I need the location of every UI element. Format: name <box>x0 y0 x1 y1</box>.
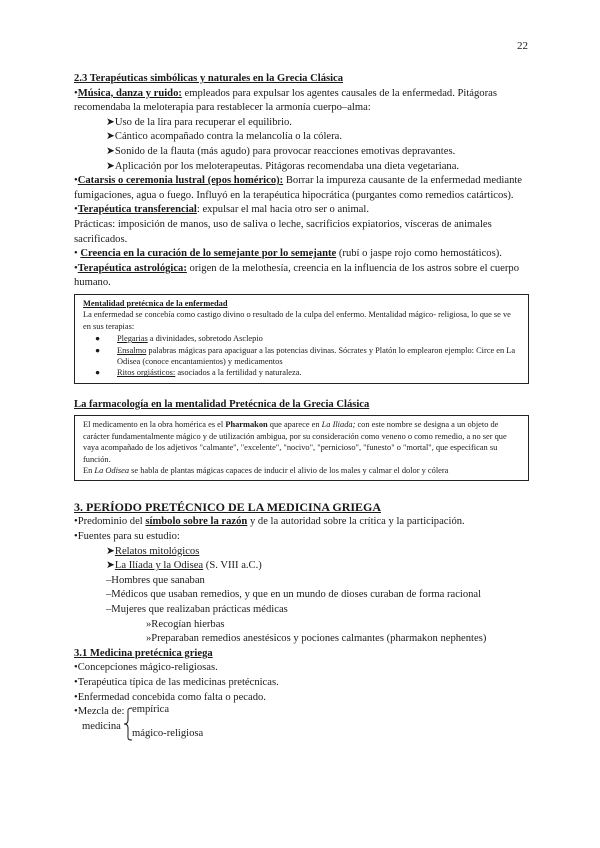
predominio-paragraph: •Predominio del símbolo sobre la razón y de la autoridad sobre la crítica y la participación. <box>74 516 465 528</box>
catarsis-label: Catarsis o ceremonia lustral (epos homérico): <box>77 175 284 187</box>
practicas-paragraph: Prácticas: imposición de manos, uso de saliva o leche, sacrificios expiatorios, vísceras de animales sacrificados. <box>74 218 492 245</box>
medicina-label: medicina <box>82 721 121 733</box>
musica-paragraph: •Música, danza y ruido: empleados para expulsar los agentes causales de la enfermedad. Pitágoras recomendaba la meloterapia para restablecer la armonía cuerpo–alma: <box>74 87 497 114</box>
list-item: –Mujeres que realizaban prácticas médicas <box>106 603 288 615</box>
list-item: •Concepciones mágico-religiosas. <box>74 662 218 674</box>
creencia-label: Creencia en la curación de lo semejante por lo semejante <box>80 248 337 260</box>
section-2-3-title: 2.3 Terapéuticas simbólicas y naturales en la Grecia Clásica <box>74 73 344 84</box>
section-3-1-title: 3.1 Medicina pretécnica griega <box>74 647 213 659</box>
list-item: ● Ritos orgiásticos: asociados a la fertilidad y naturaleza. <box>95 368 302 378</box>
list-item: ➤Sonido de la flauta (más agudo) para provocar reacciones emotivas depravantes. <box>106 145 456 157</box>
transferencial-paragraph: •Terapéutica transferencial: expulsar el mal hacia otro ser o animal. <box>74 204 369 216</box>
astrologica-paragraph: •Terapéutica astrológica: origen de la melothesía, creencia en la influencia de los astros sobre el cuerpo humano. <box>74 262 519 289</box>
farmacologia-p2: En La Odisea se habla de plantas mágicas capaces de inducir el alivio de los males y calmar el dolor y cólera <box>83 465 449 475</box>
arrow-icon: ➤ <box>106 560 115 572</box>
empirica-label: empírica <box>132 704 170 716</box>
musica-label: Música, danza y ruido: <box>77 87 182 99</box>
musica-text: empleados para expulsar los agentes causales de la enfermedad. Pitágoras recomendaba la meloterapia para restablecer la armonía cuerpo–alma: <box>74 87 497 114</box>
arrow-icon: ➤ <box>106 145 115 157</box>
mentalidad-box-intro: La enfermedad se concebía como castigo divino o resultado de la culpa del enfermo. Mentalidad mágico- religiosa, lo que se ve en sus terapias: <box>83 310 511 331</box>
mezcla-block <box>74 705 529 741</box>
mezcla-label: •Mezcla de: <box>74 706 125 718</box>
magico-religiosa-label: mágico-religiosa <box>132 728 204 740</box>
fuentes-paragraph: •Fuentes para su estudio: <box>74 530 180 542</box>
creencia-paragraph: • Creencia en la curación de lo semejante por lo semejante (rubí o jaspe rojo como hemostáticos). <box>74 248 502 260</box>
section-3-title: 3. PERÍODO PRETÉCNICO DE LA MEDICINA GRIEGA <box>74 500 382 515</box>
list-item: ➤Cántico acompañado contra la melancolía o la cólera. <box>106 131 342 143</box>
farmacologia-p1: El medicamento en la obra homérica es el Pharmakon que aparece en La Iliada; con este nombre se designa a un objeto de carácter fundamentalmente mágico y de utilización ambigua, por su consideración como veneno o como remedio, a no ser que vaya acompañado de los adjetivos "calmante", "excelente", "nocivo", "pernicioso", "funesto" o "mortal", que especifican su función. <box>83 420 507 464</box>
astrologica-label: Terapéutica astrológica: <box>77 262 187 274</box>
bullet-icon: ● <box>95 368 101 378</box>
list-item: ➤Uso de la lira para recuperar el equilibrio. <box>106 116 292 128</box>
bullet-icon: ● <box>95 334 101 344</box>
farmacologia-box <box>74 415 529 481</box>
arrow-icon: ➤ <box>106 116 115 128</box>
page-number: 22 <box>517 40 528 52</box>
list-item: »Preparaban remedios anestésicos y pociones calmantes (pharmakon nephentes) <box>146 633 487 645</box>
page-content <box>74 72 529 741</box>
catarsis-paragraph: •Catarsis o ceremonia lustral (epos homérico): Borrar la impureza causante de la enfermedad mediante fumigaciones, agua o fuego. Influyó en la terapéutica hipocrática (purgantes como remedios catárticos). <box>74 175 523 201</box>
mentalidad-box-title: Mentalidad pretécnica de la enfermedad <box>83 298 228 308</box>
list-item: ● Plegarias a divinidades, sobretodo Asclepio <box>95 334 263 344</box>
bullet-icon: ● <box>95 345 101 355</box>
list-item: –Médicos que usaban remedios, y que en un mundo de dioses curaban de forma racional <box>106 589 482 601</box>
transferencial-label: Terapéutica transferencial <box>77 204 197 216</box>
list-item: ● Ensalmo palabras mágicas para apaciguar a las potencias divinas. Sócrates y Platón lo emplearon ejemplo: Circe en La Odisea (conoce encantamientos) y medicamentos <box>95 345 516 366</box>
arrow-icon: ➤ <box>106 545 115 557</box>
list-item: ➤La Ilíada y la Odisea (S. VIII a.C.) <box>106 560 262 572</box>
list-item: »Recogían hierbas <box>146 618 225 630</box>
list-item: •Enfermedad concebida como falta o pecado. <box>74 691 266 703</box>
mentalidad-box-list <box>83 333 520 379</box>
farmacologia-title: La farmacología en la mentalidad Pretécnica de la Grecia Clásica <box>74 398 370 410</box>
arrow-icon: ➤ <box>106 131 115 143</box>
list-item: ➤Aplicación por los meloterapeutas. Pitágoras recomendaba una dieta vegetariana. <box>106 160 460 172</box>
mentalidad-box <box>74 294 529 384</box>
list-item: –Hombres que sanaban <box>106 574 205 586</box>
list-item: •Terapéutica típica de las medicinas pretécnicas. <box>74 676 279 688</box>
list-item: ➤Relatos mitológicos <box>106 545 200 557</box>
arrow-icon: ➤ <box>106 160 115 172</box>
